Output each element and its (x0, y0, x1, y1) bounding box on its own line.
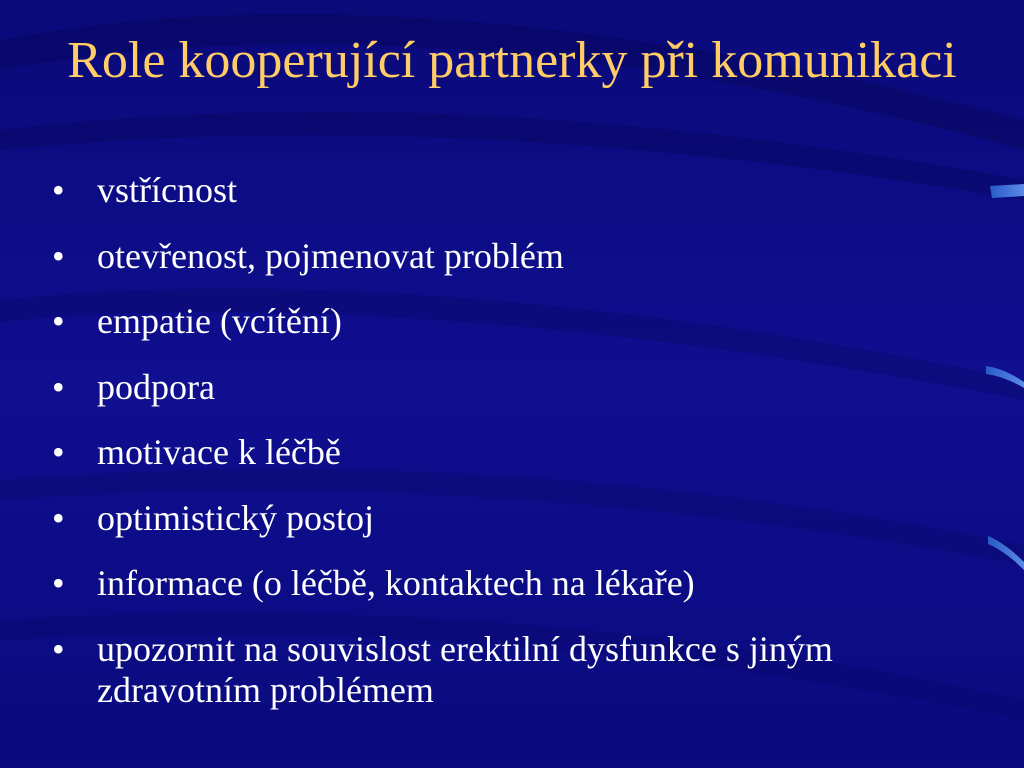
slide-title: Role kooperující partnerky při komunikaci (67, 32, 957, 89)
bullet-marker: • (52, 301, 65, 341)
bullet-item (52, 432, 952, 473)
bullet-item (52, 301, 952, 342)
bullet-text: optimistický postoj (97, 497, 375, 538)
bullet-item (52, 498, 952, 539)
bullet-marker: • (52, 366, 65, 407)
bullet-text: vstřícnost (97, 170, 237, 210)
bullet-item (52, 236, 952, 277)
bullet-marker: • (52, 628, 65, 669)
bullet-text: upozornit na souvislost erektilní dysfunkce s jiným zdravotním problémem (97, 628, 833, 710)
bullet-text: informace (o léčbě, kontaktech na lékaře) (97, 563, 695, 603)
bullet-item (52, 563, 952, 604)
bullet-list (52, 170, 952, 735)
bullet-text: empatie (vcítění) (97, 301, 342, 341)
bullet-text: otevřenost, pojmenovat problém (97, 235, 564, 276)
bullet-text: motivace k léčbě (97, 432, 341, 472)
bullet-item (52, 367, 952, 408)
bullet-marker: • (52, 432, 65, 472)
bullet-marker: • (52, 235, 65, 276)
bullet-marker: • (52, 563, 65, 603)
bullet-item (52, 629, 952, 711)
bullet-marker: • (52, 170, 65, 210)
bullet-marker: • (52, 497, 65, 538)
bullet-item (52, 170, 952, 211)
bullet-text: podpora (97, 366, 215, 407)
